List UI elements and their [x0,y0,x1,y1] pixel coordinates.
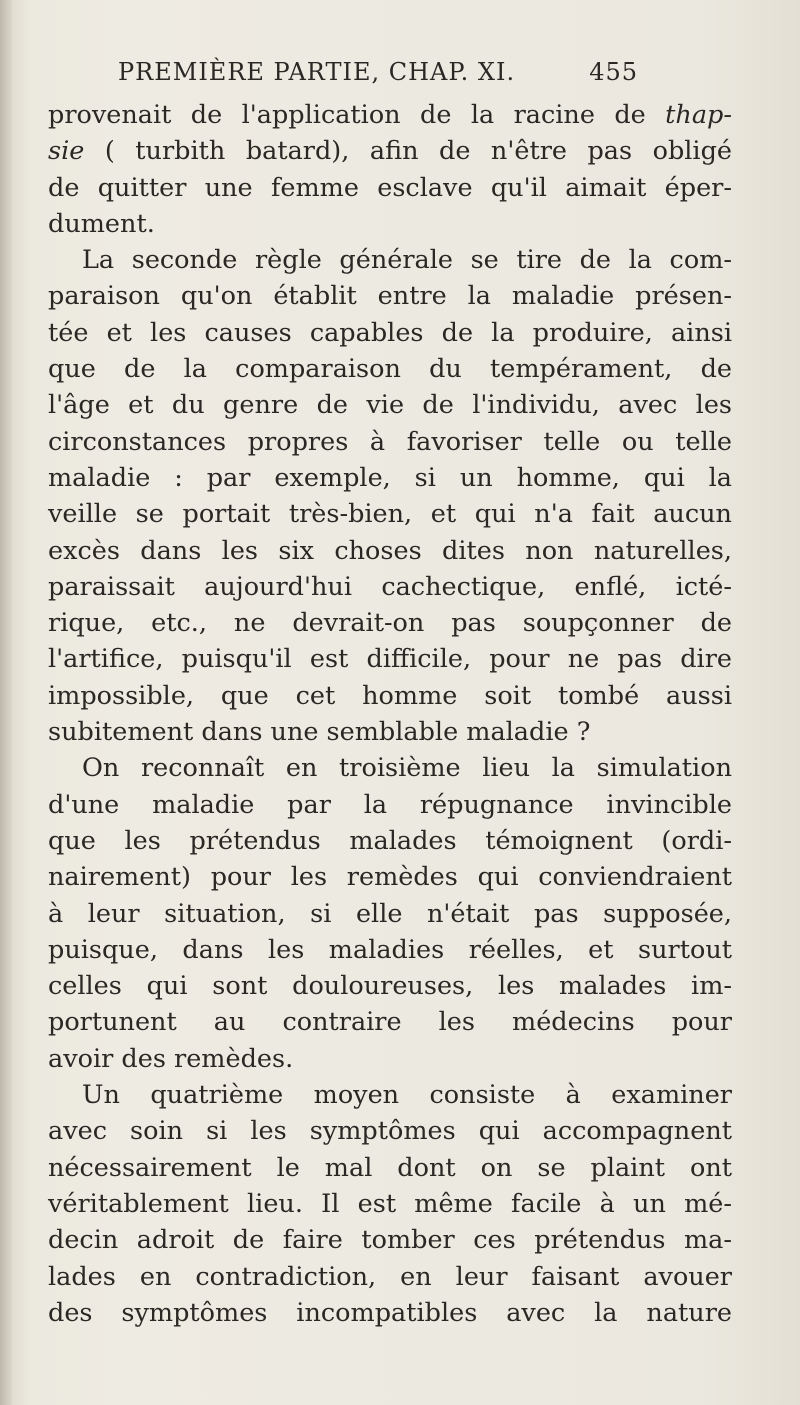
text-line: Un quatrième moyen consiste à examiner [82,1080,732,1111]
text-line: subitement dans une semblable maladie ? [48,717,591,748]
italic-term: sie [48,136,85,167]
text-line: paraissait aujourd'hui cachectique, enflé, icté- [48,571,732,602]
text-line: circonstances propres à favoriser telle ou telle [48,426,732,457]
text-line: avoir des remèdes. [48,1043,294,1074]
page-gutter-shadow [0,0,12,1405]
text-line: paraison qu'on établit entre la maladie présen- [48,281,732,312]
text-line: l'artifice, puisqu'il est difficile, pour ne pas dire [48,644,732,675]
text-line: l'âge et du genre de vie de l'individu, avec les [48,390,732,421]
text-line: excès dans les six choses dites non naturelles, [48,535,732,566]
text-line: La seconde règle générale se tire de la com- [82,245,732,276]
text-line: veille se portait très-bien, et qui n'a fait aucun [48,499,732,530]
text-line: nécessairement le mal dont on se plaint ont [48,1152,732,1183]
text-line: provenait de l'application de la racine de thap- [48,100,732,130]
text-line: tée et les causes capables de la produire, ainsi [48,317,732,348]
page-header [118,58,638,92]
text-line: sie ( turbith batard), afin de n'être pas obligé [48,136,732,167]
text-line: On reconnaît en troisième lieu la simulation [82,753,732,784]
text-line: d'une maladie par la répugnance invincible [48,789,732,820]
text-line: des symptômes incompatibles avec la nature [48,1297,732,1328]
text-line: de quitter une femme esclave qu'il aimait éper- [48,172,732,203]
text-line: que de la comparaison du tempérament, de [48,354,732,385]
italic-term: thap- [665,100,732,130]
page-number: 455 [589,58,638,86]
text-line: à leur situation, si elle n'était pas supposée, [48,898,732,929]
text-line: decin adroit de faire tomber ces prétendus ma- [48,1225,732,1256]
text-line: véritablement lieu. Il est même facile à un mé- [48,1188,732,1219]
running-title: PREMIÈRE PARTIE, CHAP. XI. [118,58,516,86]
text-line: que les prétendus malades témoignent (ordi- [48,825,732,856]
body-text [48,97,732,1331]
text-line: maladie : par exemple, si un homme, qui la [48,462,732,493]
text-line: lades en contradiction, en leur faisant avouer [48,1261,732,1292]
text-line: celles qui sont douloureuses, les malades im- [48,971,732,1002]
text-line: avec soin si les symptômes qui accompagnent [48,1116,732,1147]
text-line: nairement) pour les remèdes qui conviendraient [48,862,732,893]
text-line: dument. [48,208,155,239]
text-line: rique, etc., ne devrait-on pas soupçonner de [48,608,732,639]
text-line: impossible, que cet homme soit tombé aussi [48,680,732,711]
text-line: puisque, dans les maladies réelles, et surtout [48,934,732,965]
text-line: portunent au contraire les médecins pour [48,1007,732,1038]
